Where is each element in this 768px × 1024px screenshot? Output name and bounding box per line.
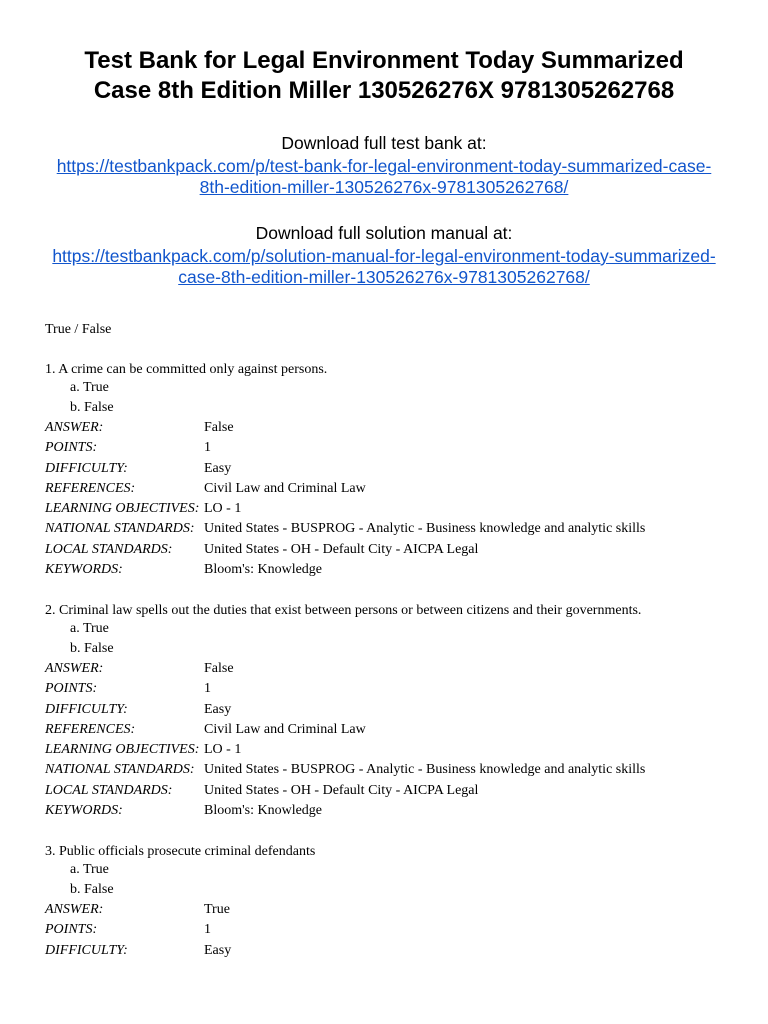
meta-value: United States - BUSPROG - Analytic - Business knowledge and analytic skills: [204, 762, 646, 778]
question-1: [45, 361, 645, 581]
meta-key: REFERENCES:: [45, 480, 136, 496]
meta-key: ANSWER:: [45, 420, 104, 435]
meta-value: LO - 1: [204, 501, 242, 516]
meta-row-points: [45, 921, 315, 941]
question-stem: 2. Criminal law spells out the duties that exist between persons or between citizens and their governments.: [45, 603, 642, 618]
meta-row-national-standards: [45, 520, 645, 540]
meta-key: DIFFICULTY:: [45, 942, 128, 958]
test-bank-download: [0, 133, 768, 198]
question-2: [45, 602, 645, 822]
section-label: True / False: [45, 322, 112, 337]
meta-key: POINTS:: [45, 922, 98, 938]
meta-row-answer: [45, 419, 645, 439]
meta-row-difficulty: [45, 460, 645, 480]
question-3: [45, 843, 315, 962]
meta-key: KEYWORDS:: [45, 561, 123, 577]
meta-key: POINTS:: [45, 440, 98, 456]
question-stem: 3. Public officials prosecute criminal defendants: [45, 844, 316, 859]
meta-key: DIFFICULTY:: [45, 701, 128, 717]
meta-value: Civil Law and Criminal Law: [204, 721, 366, 737]
question-stem: 1. A crime can be committed only against persons.: [45, 362, 328, 377]
meta-row-difficulty: [45, 942, 315, 962]
document-title: [0, 46, 768, 106]
meta-value: Easy: [204, 701, 232, 717]
meta-row-points: [45, 680, 645, 700]
solution-manual-link-line-2[interactable]: case-8th-edition-miller-130526276x-9781305262768/: [178, 267, 590, 287]
meta-row-difficulty: [45, 701, 645, 721]
solution-manual-link-line-1[interactable]: https://testbankpack.com/p/solution-manual-for-legal-environment-today-summarized-: [52, 246, 716, 266]
meta-value: False: [204, 661, 234, 676]
test-bank-link-line-1[interactable]: https://testbankpack.com/p/test-bank-for-legal-environment-today-summarized-case-: [56, 156, 712, 176]
meta-key: DIFFICULTY:: [45, 460, 128, 476]
meta-value: 1: [204, 440, 211, 456]
meta-row-points: [45, 439, 645, 459]
meta-row-references: [45, 480, 645, 500]
meta-value: United States - BUSPROG - Analytic - Business knowledge and analytic skills: [204, 521, 646, 537]
title-line-1: Test Bank for Legal Environment Today Summarized: [84, 47, 684, 74]
meta-row-references: [45, 721, 645, 741]
meta-value: Civil Law and Criminal Law: [204, 480, 366, 496]
meta-value: Easy: [204, 460, 232, 476]
meta-value: 1: [204, 681, 211, 697]
meta-key: ANSWER:: [45, 661, 104, 676]
solution-manual-label: Download full solution manual at:: [255, 223, 513, 243]
meta-key: LOCAL STANDARDS:: [45, 782, 173, 798]
meta-row-keywords: [45, 561, 645, 581]
meta-value: 1: [204, 922, 211, 938]
meta-key: POINTS:: [45, 681, 98, 697]
meta-row-national-standards: [45, 761, 645, 781]
meta-value: Bloom's: Knowledge: [204, 802, 323, 818]
option-a: a. True: [70, 862, 109, 877]
option-b: b. False: [70, 400, 114, 415]
meta-row-local-standards: [45, 782, 645, 802]
title-line-2: Case 8th Edition Miller 130526276X 9781305262768: [93, 77, 675, 104]
meta-value: Bloom's: Knowledge: [204, 561, 323, 577]
meta-row-answer: [45, 660, 645, 680]
option-a: a. True: [70, 380, 109, 395]
meta-value: United States - OH - Default City - AICPA Legal: [204, 541, 479, 557]
meta-key: REFERENCES:: [45, 721, 136, 737]
meta-row-keywords: [45, 802, 645, 822]
meta-value: Easy: [204, 942, 232, 958]
meta-key: ANSWER:: [45, 902, 104, 917]
meta-value: True: [204, 902, 230, 917]
meta-row-learning-objectives: [45, 500, 645, 520]
meta-key: NATIONAL STANDARDS:: [45, 762, 195, 778]
solution-manual-download: [0, 223, 768, 288]
meta-key: NATIONAL STANDARDS:: [45, 521, 195, 537]
meta-row-local-standards: [45, 541, 645, 561]
option-b: b. False: [70, 641, 114, 656]
option-a: a. True: [70, 621, 109, 636]
meta-value: LO - 1: [204, 742, 242, 757]
meta-value: False: [204, 420, 234, 435]
meta-value: United States - OH - Default City - AICPA Legal: [204, 782, 479, 798]
test-bank-label: Download full test bank at:: [281, 133, 487, 153]
test-bank-link-line-2[interactable]: 8th-edition-miller-130526276x-9781305262768/: [199, 177, 569, 197]
meta-key: LOCAL STANDARDS:: [45, 541, 173, 557]
meta-key: LEARNING OBJECTIVES:: [45, 501, 200, 516]
meta-key: KEYWORDS:: [45, 802, 123, 818]
meta-key: LEARNING OBJECTIVES:: [45, 742, 200, 757]
meta-row-learning-objectives: [45, 741, 645, 761]
option-b: b. False: [70, 882, 114, 897]
meta-row-answer: [45, 901, 315, 921]
